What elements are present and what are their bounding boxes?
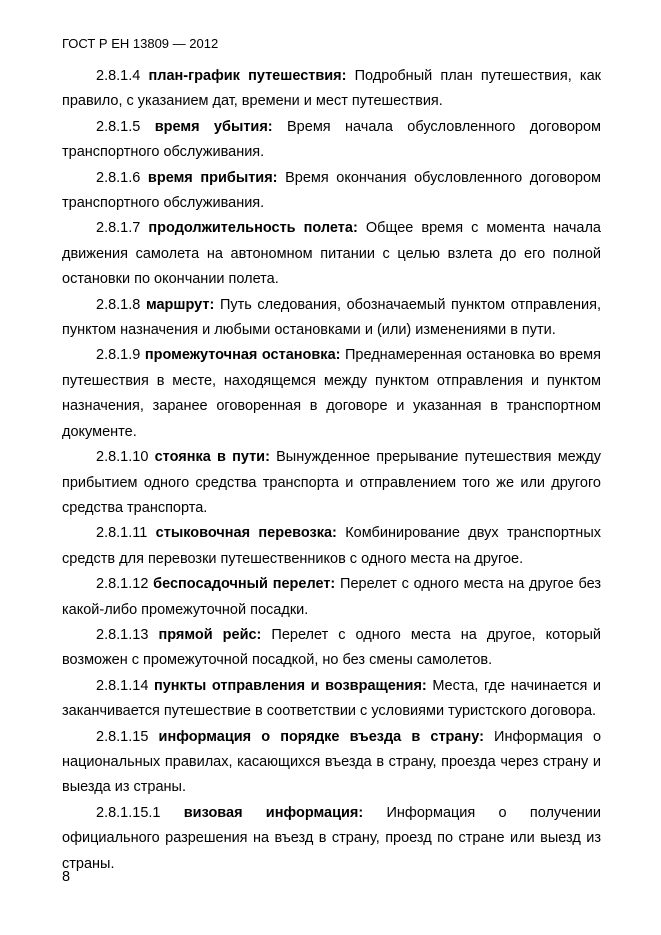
definition-paragraph (62, 64, 601, 115)
clause-number: 2.8.1.5 (96, 118, 155, 135)
definition-text: Информация о получении официального разрешения на въезд в страну, проезд по стране или выезд из страны. (62, 804, 601, 872)
definition-paragraph (62, 623, 601, 674)
clause-number: 2.8.1.13 (96, 626, 159, 643)
clause-number: 2.8.1.6 (96, 169, 148, 186)
term-label: стоянка в пути: (154, 449, 277, 466)
definition-text: Информация о национальных правилах, касающихся въезда в страну, проезда через страну и выезда из страны. (62, 728, 602, 796)
clause-number: 2.8.1.15 (96, 728, 159, 745)
term-label: маршрут: (145, 296, 220, 313)
term-label: план-график путешествия: (148, 68, 355, 84)
definition-paragraph (62, 572, 601, 623)
definition-paragraph (62, 343, 601, 445)
clause-number: 2.8.1.8 (96, 296, 146, 313)
clause-number: 2.8.1.10 (96, 449, 155, 466)
term-label: стыковочная перевозка: (155, 525, 346, 542)
definition-paragraph (62, 293, 601, 344)
clause-number: 2.8.1.11 (96, 525, 156, 542)
term-label: промежуточная остановка: (144, 347, 345, 364)
term-label: время прибытия: (147, 169, 286, 186)
definition-text: Перелет с одного места на другое без какой-либо промежуточной посадки. (62, 576, 602, 618)
document-header-title: ГОСТ Р ЕН 13809 — 2012 (62, 36, 219, 51)
term-label: беспосадочный перелет: (153, 576, 341, 593)
definition-text: Комбинирование двух транспортных средств для перевозки путешественников с одного места на другое. (62, 525, 601, 567)
clause-number: 2.8.1.15.1 (96, 804, 184, 821)
definition-paragraph (62, 674, 601, 725)
document-body (62, 64, 601, 877)
definition-paragraph (62, 445, 601, 521)
definition-paragraph (62, 115, 601, 166)
term-label: время убытия: (154, 118, 288, 135)
term-label: прямой рейс: (158, 626, 272, 643)
clause-number: 2.8.1.14 (96, 677, 154, 694)
definition-text: Вынужденное прерывание путешествия между прибытием одного средства транспорта и отправлением того же или другого средства транспорта. (62, 449, 601, 516)
definition-paragraph (62, 801, 601, 877)
definition-text: Время окончания обусловленного договором транспортного обслуживания. (62, 169, 601, 212)
definition-paragraph (62, 521, 601, 572)
definition-text: Время начала обусловленного договором транспортного обслуживания. (62, 118, 601, 161)
definition-text: Преднамеренная остановка во время путешествия в месте, находящемся между пунктом отправления и пунктом назначения, заранее оговоренная в договоре и указанная в транспортном документе. (62, 347, 601, 440)
term-label: продолжительность полета: (148, 220, 366, 237)
definition-text: Общее время с момента начала движения самолета на автономном питании с целью взлета до его полной остановки по окончании полета. (62, 220, 601, 288)
clause-number: 2.8.1.4 (96, 68, 149, 84)
page-number: 8 (62, 869, 71, 885)
definition-text: Подробный план путешествия, как правило, с указанием дат, времени и мест путешествия. (62, 68, 602, 110)
term-label: информация о порядке въезда в страну: (158, 728, 495, 745)
clause-number: 2.8.1.9 (96, 347, 145, 364)
definition-paragraph (62, 216, 601, 292)
definition-paragraph (62, 166, 601, 217)
term-label: пункты отправления и возвращения: (153, 677, 433, 694)
clause-number: 2.8.1.12 (96, 576, 154, 593)
definition-text: Путь следования, обозначаемый пунктом отправления, пунктом назначения и любыми остановками и (или) изменениями в пути. (62, 296, 601, 339)
definition-text: Места, где начинается и заканчивается путешествие в соответствии с условиями туристского договора. (62, 677, 601, 720)
clause-number: 2.8.1.7 (96, 220, 149, 237)
definition-paragraph (62, 725, 601, 801)
definition-text: Перелет с одного места на другое, который возможен с промежуточной посадкой, но без смены самолетов. (62, 626, 601, 669)
term-label: визовая информация: (183, 804, 387, 821)
